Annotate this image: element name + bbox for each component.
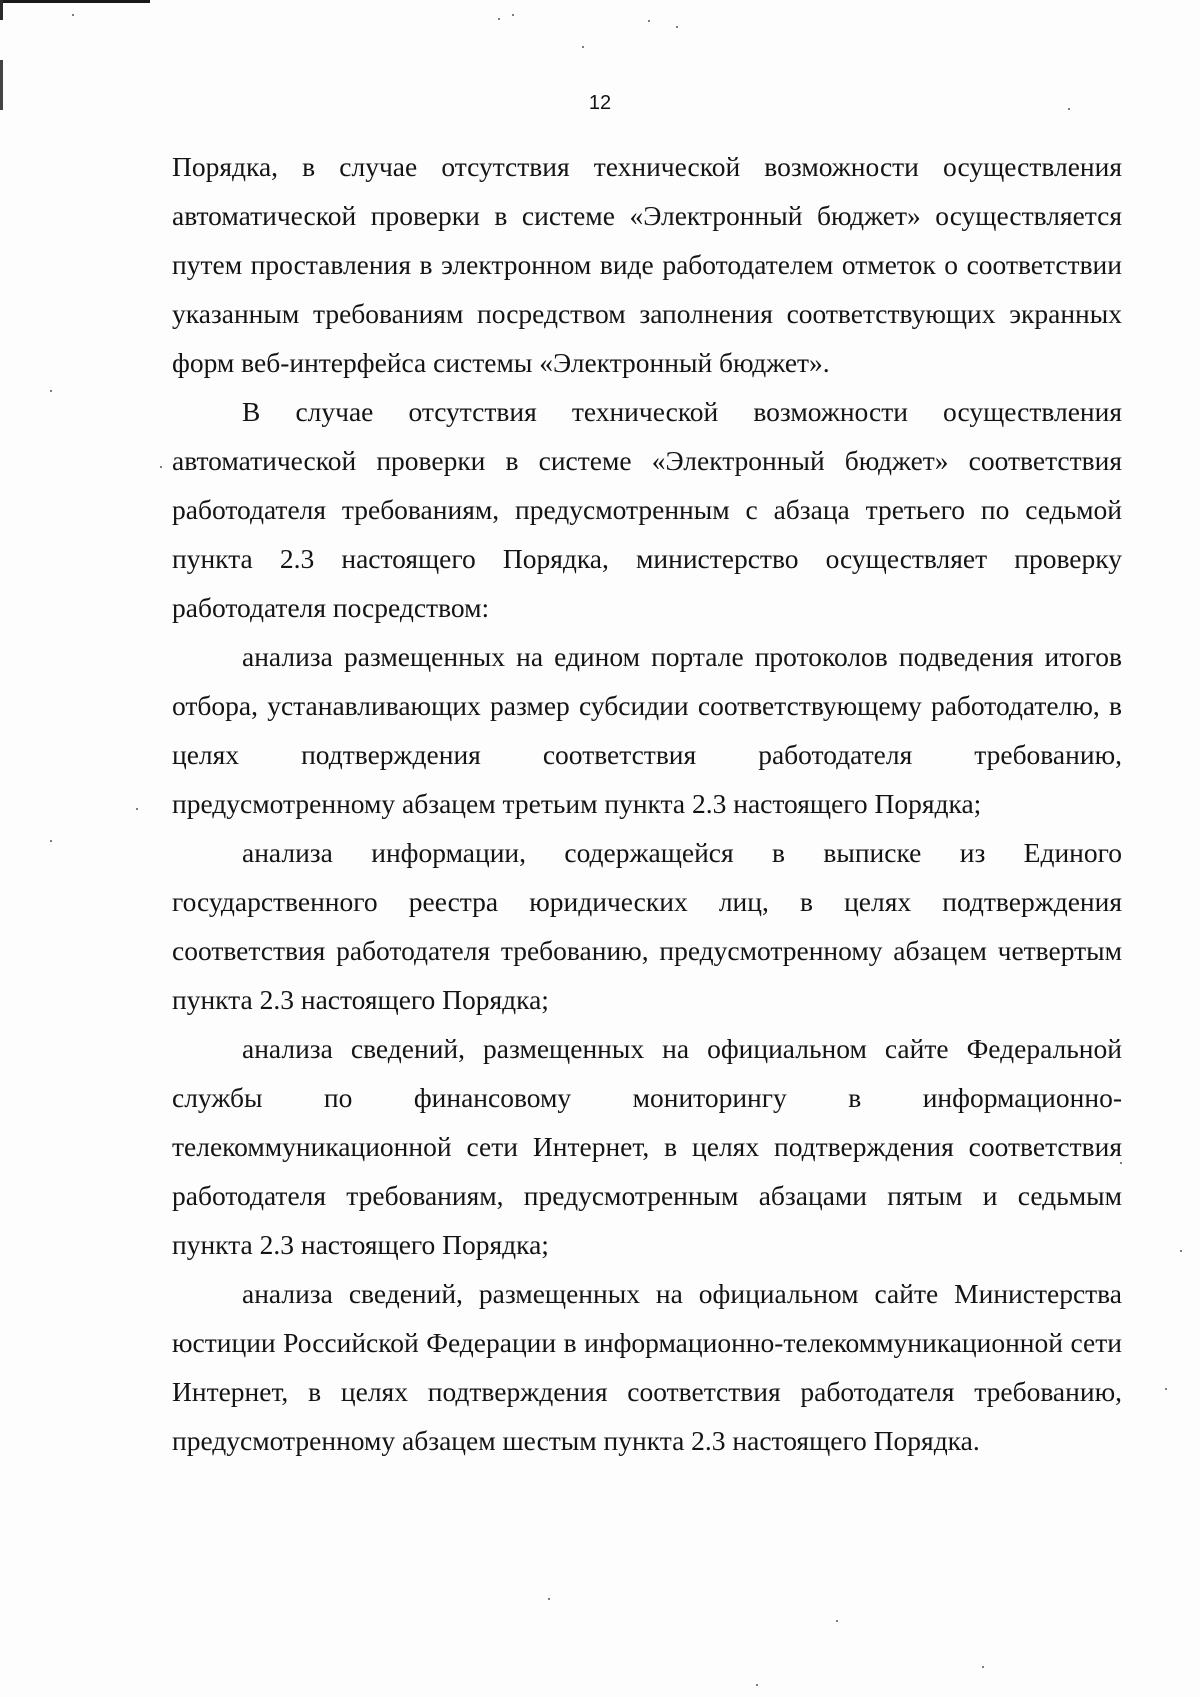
scan-speck bbox=[512, 14, 514, 16]
scan-speck bbox=[498, 18, 500, 20]
scan-speck bbox=[982, 1666, 984, 1668]
scan-speck bbox=[836, 1620, 838, 1622]
scan-speck bbox=[160, 466, 162, 468]
scan-speck bbox=[50, 390, 52, 392]
paragraph-list-item: анализа сведений, размещенных на официальном сайте Министерства юстиции Российской Федерации в информационно-телекоммуникационной сети Интернет, в целях подтверждения соответствия работодателя требованию, предусмотренному абзацем шестым пункта 2.3 настоящего Порядка. bbox=[172, 1278, 1122, 1456]
scan-speck bbox=[676, 26, 678, 28]
document-body bbox=[172, 142, 1122, 1465]
paragraph-list-item: анализа информации, содержащейся в выписке из Единого государственного реестра юридических лиц, в целях подтверждения соответствия работодателя требованию, предусмотренному абзацем четвертым пункта 2.3 настоящего Порядка; bbox=[172, 837, 1122, 1015]
scan-speck bbox=[72, 14, 74, 16]
scan-speck bbox=[1180, 1250, 1182, 1252]
scan-speck bbox=[756, 1684, 758, 1686]
paragraph-continuation: Порядка, в случае отсутствия технической возможности осуществления автоматической проверки в системе «Электронный бюджет» осуществляется путем проставления в электронном виде работодателем отметок о соответствии указанным требованиям посредством заполнения соответствующих экранных форм веб-интерфейса системы «Электронный бюджет». bbox=[172, 151, 1122, 378]
scan-edge-top bbox=[0, 0, 150, 3]
scan-speck bbox=[648, 20, 650, 22]
scan-speck bbox=[136, 808, 138, 810]
scan-speck bbox=[50, 840, 52, 842]
scan-speck bbox=[582, 46, 584, 48]
paragraph-list-item: анализа размещенных на едином портале протоколов подведения итогов отбора, устанавливающих размер субсидии соответствующему работодателю, в целях подтверждения соответствия работодателя требованию, предусмотренному абзацем третьим пункта 2.3 настоящего Порядка; bbox=[172, 641, 1122, 819]
page-number: 12 bbox=[588, 92, 612, 114]
paragraph: В случае отсутствия технической возможности осуществления автоматической проверки в системе «Электронный бюджет» соответствия работодателя требованиям, предусмотренным с абзаца третьего по седьмой пункта 2.3 настоящего Порядка, министерство осуществляет проверку работодателя посредством: bbox=[172, 396, 1122, 623]
scan-speck bbox=[548, 1598, 550, 1600]
paragraph-list-item: анализа сведений, размещенных на официальном сайте Федеральной службы по финансовому мониторингу в информационно-телекоммуникационной сети Интернет, в целях подтверждения соответствия работодателя требованиям, предусмотренным абзацами пятым и седьмым пункта 2.3 настоящего Порядка; bbox=[172, 1033, 1122, 1260]
scan-edge-left bbox=[0, 0, 3, 1697]
scan-speck bbox=[1165, 1388, 1167, 1390]
